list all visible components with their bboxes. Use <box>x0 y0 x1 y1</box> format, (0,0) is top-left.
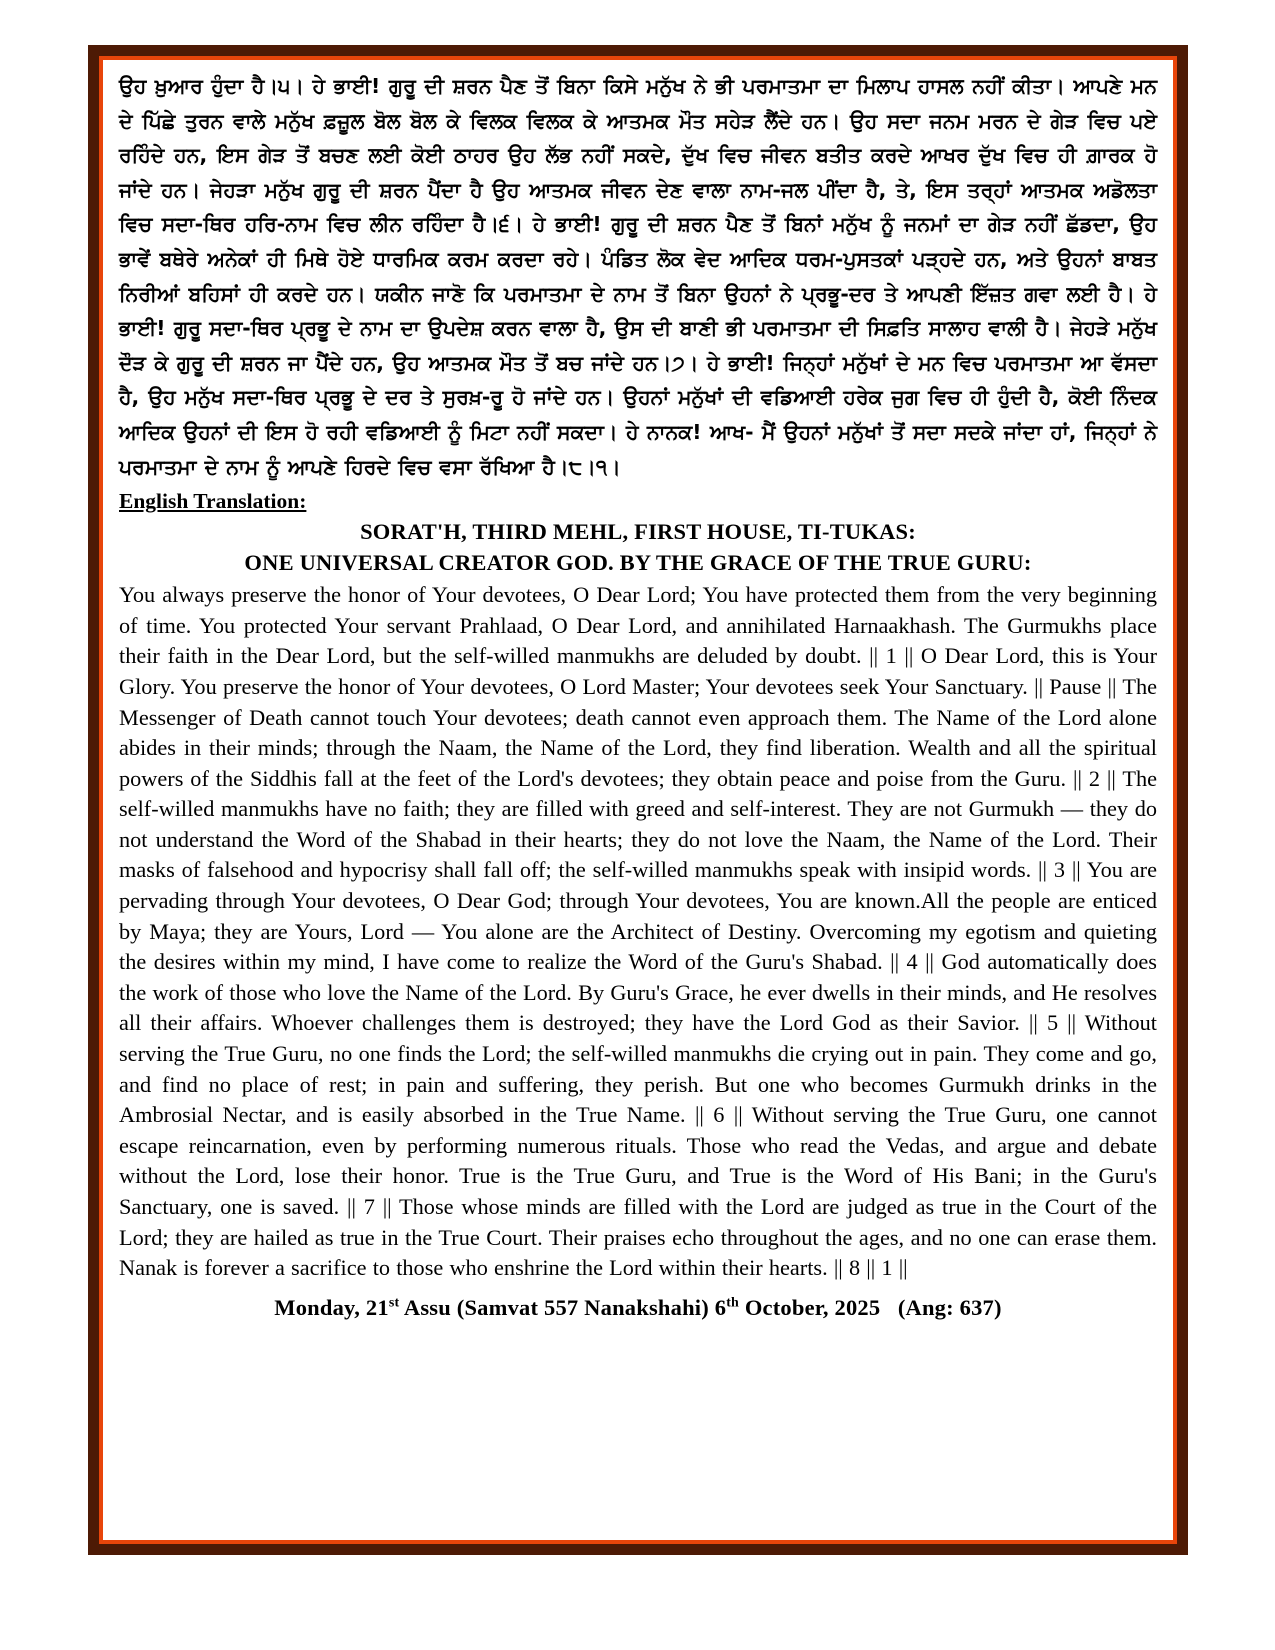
gurmukhi-paragraph: ਉਹ ਖ਼ੁਆਰ ਹੁੰਦਾ ਹੈ।੫। ਹੇ ਭਾਈ! ਗੁਰੂ ਦੀ ਸ਼ਰਨ ਪੈਣ ਤੋਂ ਬਿਨਾ ਕਿਸੇ ਮਨੁੱਖ ਨੇ ਭੀ ਪਰਮਾਤਮਾ ਦਾ ਮਿਲਾਪ ਹਾਸਲ ਨਹੀਂ ਕੀਤਾ। ਆਪਣੇ ਮਨ ਦੇ ਪਿੱਛੇ ਤੁਰਨ ਵਾਲੇ ਮਨੁੱਖ ਫ਼ਜ਼ੂਲ ਬੋਲ ਬੋਲ ਕੇ ਵਿਲਕ ਵਿਲਕ ਕੇ ਆਤਮਕ ਮੌਤ ਸਹੇੜ ਲੈਂਦੇ ਹਨ। ਉਹ ਸਦਾ ਜਨਮ ਮਰਨ ਦੇ ਗੇੜ ਵਿਚ ਪਏ ਰਹਿੰਦੇ ਹਨ, ਇਸ ਗੇੜ ਤੋਂ ਬਚਣ ਲਈ ਕੋਈ ਠਾਹਰ ਉਹ ਲੱਭ ਨਹੀਂ ਸਕਦੇ, ਦੁੱਖ ਵਿਚ ਜੀਵਨ ਬਤੀਤ ਕਰਦੇ ਆਖਰ ਦੁੱਖ ਵਿਚ ਹੀ ਗ਼ਾਰਕ ਹੋ ਜਾਂਦੇ ਹਨ। ਜੇਹੜਾ ਮਨੁੱਖ ਗੁਰੂ ਦੀ ਸ਼ਰਨ ਪੈਂਦਾ ਹੈ ਉਹ ਆਤਮਕ ਜੀਵਨ ਦੇਣ ਵਾਲਾ ਨਾਮ-ਜਲ ਪੀਂਦਾ ਹੈ, ਤੇ, ਇਸ ਤਰ੍ਹਾਂ ਆਤਮਕ ਅਡੋਲਤਾ ਵਿਚ ਸਦਾ-ਥਿਰ ਹਰਿ-ਨਾਮ ਵਿਚ ਲੀਨ ਰਹਿੰਦਾ ਹੈ।੬। ਹੇ ਭਾਈ! ਗੁਰੂ ਦੀ ਸ਼ਰਨ ਪੈਣ ਤੋਂ ਬਿਨਾਂ ਮਨੁੱਖ ਨੂੰ ਜਨਮਾਂ ਦਾ ਗੇੜ ਨਹੀਂ ਛੱਡਦਾ, ਉਹ ਭਾਵੇਂ ਬਥੇਰੇ ਅਨੇਕਾਂ ਹੀ ਮਿਥੇ ਹੋਏ ਧਾਰਮਿਕ ਕਰਮ ਕਰਦਾ ਰਹੇ। ਪੰਡਿਤ ਲੋਕ ਵੇਦ ਆਦਿਕ ਧਰਮ-ਪੁਸਤਕਾਂ ਪੜ੍ਹਦੇ ਹਨ, ਅਤੇ ਉਹਨਾਂ ਬਾਬਤ ਨਿਰੀਆਂ ਬਹਿਸਾਂ ਹੀ ਕਰਦੇ ਹਨ। ਯਕੀਨ ਜਾਣੋ ਕਿ ਪਰਮਾਤਮਾ ਦੇ ਨਾਮ ਤੋਂ ਬਿਨਾ ਉਹਨਾਂ ਨੇ ਪ੍ਰਭੂ-ਦਰ ਤੇ ਆਪਣੀ ਇੱਜ਼ਤ ਗਵਾ ਲਈ ਹੈ। ਹੇ ਭਾਈ! ਗੁਰੂ ਸਦਾ-ਥਿਰ ਪ੍ਰਭੂ ਦੇ ਨਾਮ ਦਾ ਉਪਦੇਸ਼ ਕਰਨ ਵਾਲਾ ਹੈ, ਉਸ ਦੀ ਬਾਣੀ ਭੀ ਪਰਮਾਤਮਾ ਦੀ ਸਿਫ਼ਤਿ ਸਾਲਾਹ ਵਾਲੀ ਹੈ। ਜੇਹੜੇ ਮਨੁੱਖ ਦੌੜ ਕੇ ਗੁਰੂ ਦੀ ਸ਼ਰਨ ਜਾ ਪੈਂਦੇ ਹਨ, ਉਹ ਆਤਮਕ ਮੌਤ ਤੋਂ ਬਚ ਜਾਂਦੇ ਹਨ।੭। ਹੇ ਭਾਈ! ਜਿਨ੍ਹਾਂ ਮਨੁੱਖਾਂ ਦੇ ਮਨ ਵਿਚ ਪਰਮਾਤਮਾ ਆ ਵੱਸਦਾ ਹੈ, ਉਹ ਮਨੁੱਖ ਸਦਾ-ਥਿਰ ਪ੍ਰਭੂ ਦੇ ਦਰ ਤੇ ਸੁਰਖ਼-ਰੂ ਹੋ ਜਾਂਦੇ ਹਨ। ਉਹਨਾਂ ਮਨੁੱਖਾਂ ਦੀ ਵਡਿਆਈ ਹਰੇਕ ਜੁਗ ਵਿਚ ਹੀ ਹੁੰਦੀ ਹੈ, ਕੋਈ ਨਿੰਦਕ ਆਦਿਕ ਉਹਨਾਂ ਦੀ ਇਸ ਹੋ ਰਹੀ ਵਡਿਆਈ ਨੂੰ ਮਿਟਾ ਨਹੀਂ ਸਕਦਾ। ਹੇ ਨਾਨਕ! ਆਖ- ਮੈਂ ਉਹਨਾਂ ਮਨੁੱਖਾਂ ਤੋਂ ਸਦਾ ਸਦਕੇ ਜਾਂਦਾ ਹਾਂ, ਜਿਨ੍ਹਾਂ ਨੇ ਪਰਮਾਤਮਾ ਦੇ ਨਾਮ ਨੂੰ ਆਪਣੇ ਹਿਰਦੇ ਵਿਚ ਵਸਾ ਰੱਖਿਆ ਹੈ।੮।੧। <box>119 74 1157 479</box>
english-translation-label: English Translation: <box>119 489 307 514</box>
english-translation-body: You always preserve the honor of Your devotees, O Dear Lord; You have protected them from the very beginning of time. You protected Your servant Prahlaad, O Dear Lord, and annihilated Harnaakhash. The Gurmukhs place their faith in the Dear Lord, but the self-willed manmukhs are deluded by doubt. || 1 || O Dear Lord, this is Your Glory. You preserve the honor of Your devotees, O Lord Master; Your devotees seek Your Sanctuary. || Pause || The Messenger of Death cannot touch Your devotees; death cannot even approach them. The Name of the Lord alone abides in their minds; through the Naam, the Name of the Lord, they find liberation. Wealth and all the spiritual powers of the Siddhis fall at the feet of the Lord's devotees; they obtain peace and poise from the Guru. || 2 || The self-willed manmukhs have no faith; they are filled with greed and self-interest. They are not Gurmukh — they do not understand the Word of the Shabad in their hearts; they do not love the Naam, the Name of the Lord. Their masks of falsehood and hypocrisy shall fall off; the self-willed manmukhs speak with insipid words. || 3 || You are pervading through Your devotees, O Dear God; through Your devotees, You are known.All the people are enticed by Maya; they are Yours, Lord — You alone are the Architect of Destiny. Overcoming my egotism and quieting the desires within my mind, I have come to realize the Word of the Guru's Shabad. || 4 || God automatically does the work of those who love the Name of the Lord. By Guru's Grace, he ever dwells in their minds, and He resolves all their affairs. Whoever challenges them is destroyed; they have the Lord God as their Savior. || 5 || Without serving the True Guru, no one finds the Lord; the self-willed manmukhs die crying out in pain. They come and go, and find no place of rest; in pain and suffering, they perish. But one who becomes Gurmukh drinks in the Ambrosial Nectar, and is easily absorbed in the True Name. || 6 || Without serving the True Guru, one cannot escape reincarnation, even by performing numerous rituals. Those who read the Vedas, and argue and debate without the Lord, lose their honor. True is the True Guru, and True is the Word of His Bani; in the Guru's Sanctuary, one is saved. || 7 || Those whose minds are filled with the Lord are judged as true in the Court of the Lord; they are hailed as true in the True Court. Their praises echo throughout the ages, and no one can erase them. Nanak is forever a sacrifice to those who enshrine the Lord within their hearts. || 8 || 1 || <box>119 582 1157 1281</box>
footer-day-suffix: st <box>388 1295 400 1311</box>
footer-date-line <box>117 1293 1159 1323</box>
document-page-frame <box>88 45 1188 1555</box>
footer-date-suffix: th <box>726 1295 739 1311</box>
mool-mantar-heading: ONE UNIVERSAL CREATOR GOD. BY THE GRACE OF THE TRUE GURU: <box>244 550 1032 576</box>
footer-month: Assu (Samvat 557 Nanakshahi) 6 <box>399 1294 727 1320</box>
footer-ang: (Ang: 637) <box>897 1294 1002 1320</box>
raag-heading: SORAT'H, THIRD MEHL, FIRST HOUSE, TI-TUKAS: <box>360 519 916 545</box>
footer-day: Monday, 21 <box>274 1294 389 1320</box>
footer-gregorian-date: October, 2025 <box>739 1294 881 1320</box>
document-page-inner <box>99 56 1177 1544</box>
footer-spacer <box>880 1295 897 1320</box>
